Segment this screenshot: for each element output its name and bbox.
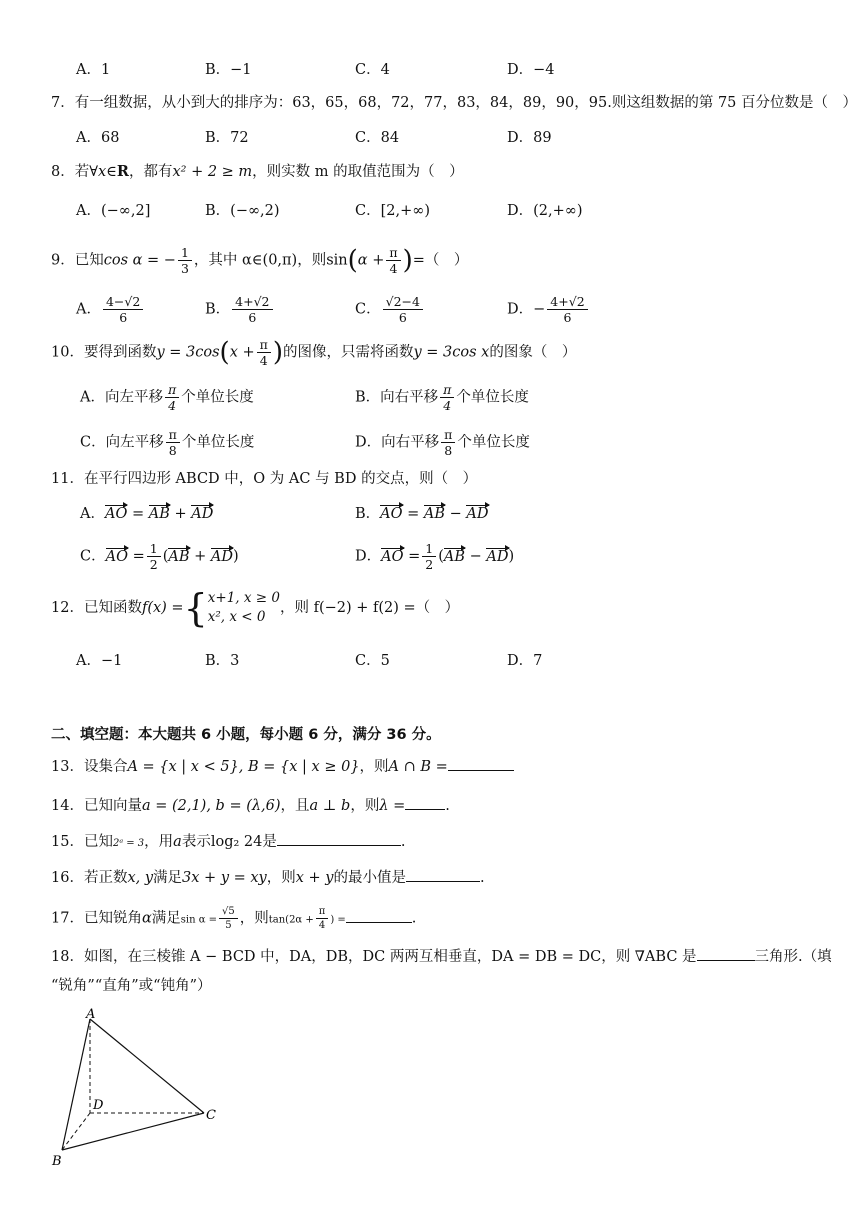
q17-close: ) =: [330, 914, 346, 926]
q17-tan: tan(2α +: [268, 914, 314, 926]
q11-d-lparen: (: [438, 548, 444, 565]
q16: [51, 867, 485, 888]
q9-four: 4: [389, 261, 398, 276]
q12-option-b: B．3: [205, 653, 240, 669]
q10-c-den: 8: [168, 443, 177, 458]
q6-option-b: B．−1: [205, 62, 252, 78]
q10-d-pre: D．向右平移: [355, 434, 440, 451]
q16-pre: 16．若正数: [51, 870, 128, 886]
q11-option-c: [80, 542, 239, 571]
q11-c-eq: =: [132, 548, 145, 565]
vertex-label-b: B: [52, 1154, 62, 1169]
q10-b-pre: B．向右平移: [355, 389, 439, 406]
q9-frac-den: 3: [180, 261, 189, 276]
q11-a-vec-ad: AD: [191, 506, 214, 522]
q17-four: 4: [318, 920, 326, 931]
q10-y3cosx: y = 3cos x: [413, 344, 490, 361]
q11-d-rparen: ): [508, 548, 515, 565]
q12-option-a: A．−1: [76, 653, 123, 669]
q16-sum: x + y: [295, 870, 334, 886]
q9-d-minus: −: [533, 301, 546, 318]
q10-pi: π: [257, 338, 271, 353]
q11-d-label: D．: [355, 548, 382, 565]
q10-y3cos: y = 3cos: [156, 344, 220, 361]
q11-a-vec-ao: AO: [104, 506, 128, 522]
q14-vectors: a = (2,1), b = (λ,6): [141, 798, 281, 814]
q11-c-lparen: (: [162, 548, 169, 565]
q11-d-half-den: 2: [425, 557, 434, 572]
q9-d-den: 6: [563, 310, 572, 325]
q11-d-minus: −: [469, 548, 482, 565]
q6-option-c: C．4: [355, 62, 390, 78]
q11-b-eq: =: [407, 506, 420, 522]
q11-c-plus: +: [194, 548, 207, 565]
q8-stem: [51, 162, 464, 182]
q17: [51, 906, 416, 931]
q11-c-half-den: 2: [149, 557, 158, 572]
q11-b-vec-ad: AD: [466, 506, 489, 522]
q9-option-b: [205, 295, 275, 324]
q10-b-post: 个单位长度: [456, 389, 529, 406]
q11-a-label: A．: [80, 506, 105, 522]
tetrahedron-figure: [46, 1005, 286, 1175]
q16-eq: 3x + y = xy: [182, 870, 267, 886]
q10-four: 4: [259, 353, 268, 368]
q10-x: x +: [229, 344, 255, 361]
q17-frac-den: 5: [225, 920, 232, 931]
q18-answer-blank[interactable]: [697, 946, 755, 961]
q16-mid: 满足: [153, 870, 183, 886]
q11-a-vec-ab: AB: [148, 506, 170, 522]
q9-b-den: 6: [248, 310, 257, 325]
q8-number: 8．若: [51, 164, 90, 180]
q12-stem: [51, 588, 459, 628]
q8-forall: ∀x∈: [89, 164, 117, 180]
q15-pre: 15．已知: [51, 834, 113, 850]
q10-c-num: π: [166, 428, 180, 443]
q14-perp: a ⊥ b: [309, 798, 351, 814]
q11-c-rparen: ): [232, 548, 239, 565]
q11-b-minus: −: [449, 506, 462, 522]
q8-c-label: C．: [355, 203, 381, 219]
q7-option-d: D．89: [507, 130, 552, 146]
q10-c-pre: C．向左平移: [80, 434, 164, 451]
q18-tail: 三角形.（填: [754, 949, 832, 965]
q8-b-value: (−∞,2): [230, 203, 280, 219]
q9-b-label: B．: [205, 301, 231, 318]
q13: [51, 756, 514, 777]
q13-mid: ，则: [359, 759, 389, 775]
q6-option-a: A．1: [76, 62, 111, 78]
q9-a-num: 4−√2: [103, 295, 143, 310]
q12-number: 12．已知函数: [51, 600, 142, 616]
q8-a-label: A．: [76, 203, 101, 219]
edge-bc: [62, 1113, 204, 1150]
q11-c-label: C．: [80, 548, 106, 565]
q10-d-post: 个单位长度: [457, 434, 530, 451]
q14-answer-blank[interactable]: [405, 795, 445, 810]
q17-pre: 17．已知锐角: [51, 910, 142, 927]
q9-a-den: 6: [119, 310, 128, 325]
q10-stem: 10．要得到函数y = 3cos(x + $\frac{\pi}{4}$ )的图像，只需将函数y = 3cos x的图象（ ）: [51, 337, 577, 368]
q9-pi: π: [386, 246, 400, 261]
q14-pre: 14．已知向量: [51, 798, 142, 814]
q15-tail: 是: [262, 834, 277, 850]
q11-c-vec-ab: AB: [168, 548, 190, 565]
q15-answer-blank[interactable]: [277, 831, 401, 846]
q11-d-vec-ab: AB: [443, 548, 466, 565]
q9-a-label: A．: [76, 301, 101, 318]
q9-alpha: α +: [357, 252, 385, 269]
q8-option-d: [507, 201, 583, 221]
q12-option-d: D．7: [507, 653, 543, 669]
q9-c-den: 6: [398, 310, 407, 325]
q15: [51, 831, 405, 854]
q12-cases: [208, 589, 280, 627]
q9-number: 9．已知: [51, 252, 104, 269]
q10-b-num: π: [440, 383, 454, 398]
q17-answer-blank[interactable]: [346, 908, 412, 923]
q8-real-set: R: [116, 163, 129, 180]
q7-stem: 7．有一组数据，从小到大的排序为：63，65，68，72，77，83，84，89，90，95.则这组数据的第 75 百分位数是（ ）: [51, 95, 858, 111]
q11-a-eq: =: [131, 506, 145, 522]
q11-d-eq: =: [408, 548, 421, 565]
q9-frac-num: 1: [178, 246, 192, 261]
q10-mid: 的图像，只需将函数: [283, 344, 414, 361]
q16-tail: 的最小值是: [333, 870, 406, 886]
q14-mid: ，且: [280, 798, 310, 814]
q9-c-label: C．: [355, 301, 381, 318]
section-2-heading: 二、填空题：本大题共 6 小题，每小题 6 分，满分 36 分。: [51, 727, 441, 743]
q11-d-vec-ao: AO: [381, 548, 404, 565]
q10-option-d: [355, 428, 530, 457]
q15-log: log₂ 24: [210, 834, 263, 850]
q10-a-post: 个单位长度: [181, 389, 254, 406]
q8-mid: ，都有: [128, 164, 173, 180]
q11-b-vec-ab: AB: [423, 506, 446, 522]
q14: [51, 795, 450, 816]
q11-a-plus: +: [174, 506, 187, 522]
q11-d-vec-ad: AD: [486, 548, 509, 565]
q9-option-c: [355, 295, 425, 324]
q15-given: 2ᵃ = 3: [112, 838, 145, 849]
q11-c-vec-ao: AO: [105, 548, 128, 565]
q10-tail: 的图象（ ）: [489, 344, 577, 361]
q8-tail: ，则实数 m 的取值范围为（ ）: [252, 164, 464, 180]
q9-pi-fraction: [386, 246, 400, 275]
q8-inequality: x² + 2 ≥ m: [172, 164, 253, 180]
q11-c-vec-ad: AD: [210, 548, 233, 565]
q10-option-c: [80, 428, 254, 457]
q12-tail: ，则 f(−2) + f(2) =（ ）: [279, 600, 460, 616]
q15-mid: ，用: [144, 834, 174, 850]
q12-case1: x+1, x ≥ 0: [207, 590, 280, 606]
q7-option-c: C．84: [355, 130, 400, 146]
q10-a-num: π: [165, 383, 179, 398]
q17-sin: sin α =: [180, 914, 218, 926]
q10-b-den: 4: [443, 398, 452, 413]
q13-answer-blank[interactable]: [448, 756, 514, 771]
q10-number: 10．要得到函数: [51, 344, 157, 361]
q9-mid: ，其中 α∈(0,π)，则: [193, 252, 327, 269]
q13-expr: A ∩ B =: [388, 759, 448, 775]
q10-option-a: [80, 383, 254, 412]
q9-c-num: √2−4: [383, 295, 423, 310]
edge-ac: [90, 1019, 204, 1113]
q9-fraction: [178, 246, 192, 275]
q16-answer-blank[interactable]: [406, 867, 480, 882]
q11-d-half-num: 1: [422, 542, 436, 557]
q13-pre: 13．设集合: [51, 759, 128, 775]
q8-d-value: (2,+∞): [533, 203, 583, 219]
q18-line1: [51, 946, 832, 967]
q10-d-num: π: [441, 428, 455, 443]
q12-case2: x², x < 0: [207, 609, 266, 625]
q9-d-label: D．: [507, 301, 534, 318]
q8-option-a: [76, 201, 150, 221]
q14-lambda: λ =: [379, 798, 406, 814]
q9-option-d: [507, 295, 590, 324]
q6-option-d: D．−4: [507, 62, 555, 78]
q17-frac-num: √5: [219, 906, 238, 919]
q8-c-value: [2,+∞): [380, 203, 430, 219]
q9-stem: 9．已知cos α = − $\frac{1}{3}$ ，其中 α∈(0,π)，则sin(α + $\frac{\pi}{4}$ )=（ ）: [51, 245, 469, 276]
q17-end: .: [411, 910, 417, 927]
q8-option-c: [355, 201, 430, 221]
q11-b-vec-ao: AO: [380, 506, 403, 522]
q9-sin: sin: [326, 252, 348, 269]
q9-option-a: [76, 295, 145, 324]
q7-option-b: B．72: [205, 130, 249, 146]
vertex-label-d: D: [93, 1098, 104, 1113]
q9-tail: =（ ）: [412, 252, 469, 269]
q18-line2: “锐角”“直角”或“钝角”）: [51, 978, 212, 994]
q18-stem: 18．如图，在三棱锥 A − BCD 中，DA，DB，DC 两两互相垂直，DA = DB = DC，则 ∇ABC 是: [51, 949, 697, 965]
q9-b-num: 4+√2: [232, 295, 272, 310]
q12-fx: f(x) =: [141, 600, 184, 616]
q11-option-d: [355, 542, 514, 571]
q12-option-c: C．5: [355, 653, 390, 669]
q17-then: ，则: [239, 910, 269, 927]
q11-b-label: B．: [355, 506, 381, 522]
q10-a-pre: A．向左平移: [80, 389, 163, 406]
q13-sets: A = {x | x < 5}, B = {x | x ≥ 0}: [127, 759, 360, 775]
q16-end: .: [480, 870, 485, 886]
q11-c-half-num: 1: [147, 542, 161, 557]
q15-post: 表示: [181, 834, 211, 850]
q14-end: .: [445, 798, 450, 814]
q16-xy: x, y: [127, 870, 154, 886]
q8-d-label: D．: [507, 203, 534, 219]
q7-option-a: A．68: [76, 130, 120, 146]
vertex-label-a: A: [86, 1007, 96, 1022]
q11-option-b: [355, 504, 489, 524]
q15-a: a: [173, 834, 182, 850]
q12-brace: {: [183, 586, 208, 630]
q17-mid: 满足: [151, 910, 181, 927]
q10-a-den: 4: [168, 398, 177, 413]
q17-pi: π: [316, 906, 329, 919]
q9-d-num: 4+√2: [547, 295, 587, 310]
q14-then: ，则: [350, 798, 380, 814]
q8-option-b: [205, 201, 280, 221]
q11-stem: 11．在平行四边形 ABCD 中，O 为 AC 与 BD 的交点，则（ ）: [51, 471, 478, 487]
q10-option-b: [355, 383, 529, 412]
q8-a-value: (−∞,2]: [100, 203, 151, 219]
q10-c-post: 个单位长度: [181, 434, 255, 451]
q9-cos: cos α = −: [103, 252, 176, 269]
q15-end: .: [400, 834, 406, 850]
q10-d-den: 8: [444, 443, 453, 458]
q11-option-a: [80, 504, 213, 524]
q8-b-label: B．: [205, 203, 231, 219]
edge-ab: [62, 1019, 90, 1150]
q17-alpha: α: [141, 910, 152, 927]
q16-then: ，则: [266, 870, 296, 886]
vertex-label-c: C: [206, 1108, 216, 1123]
